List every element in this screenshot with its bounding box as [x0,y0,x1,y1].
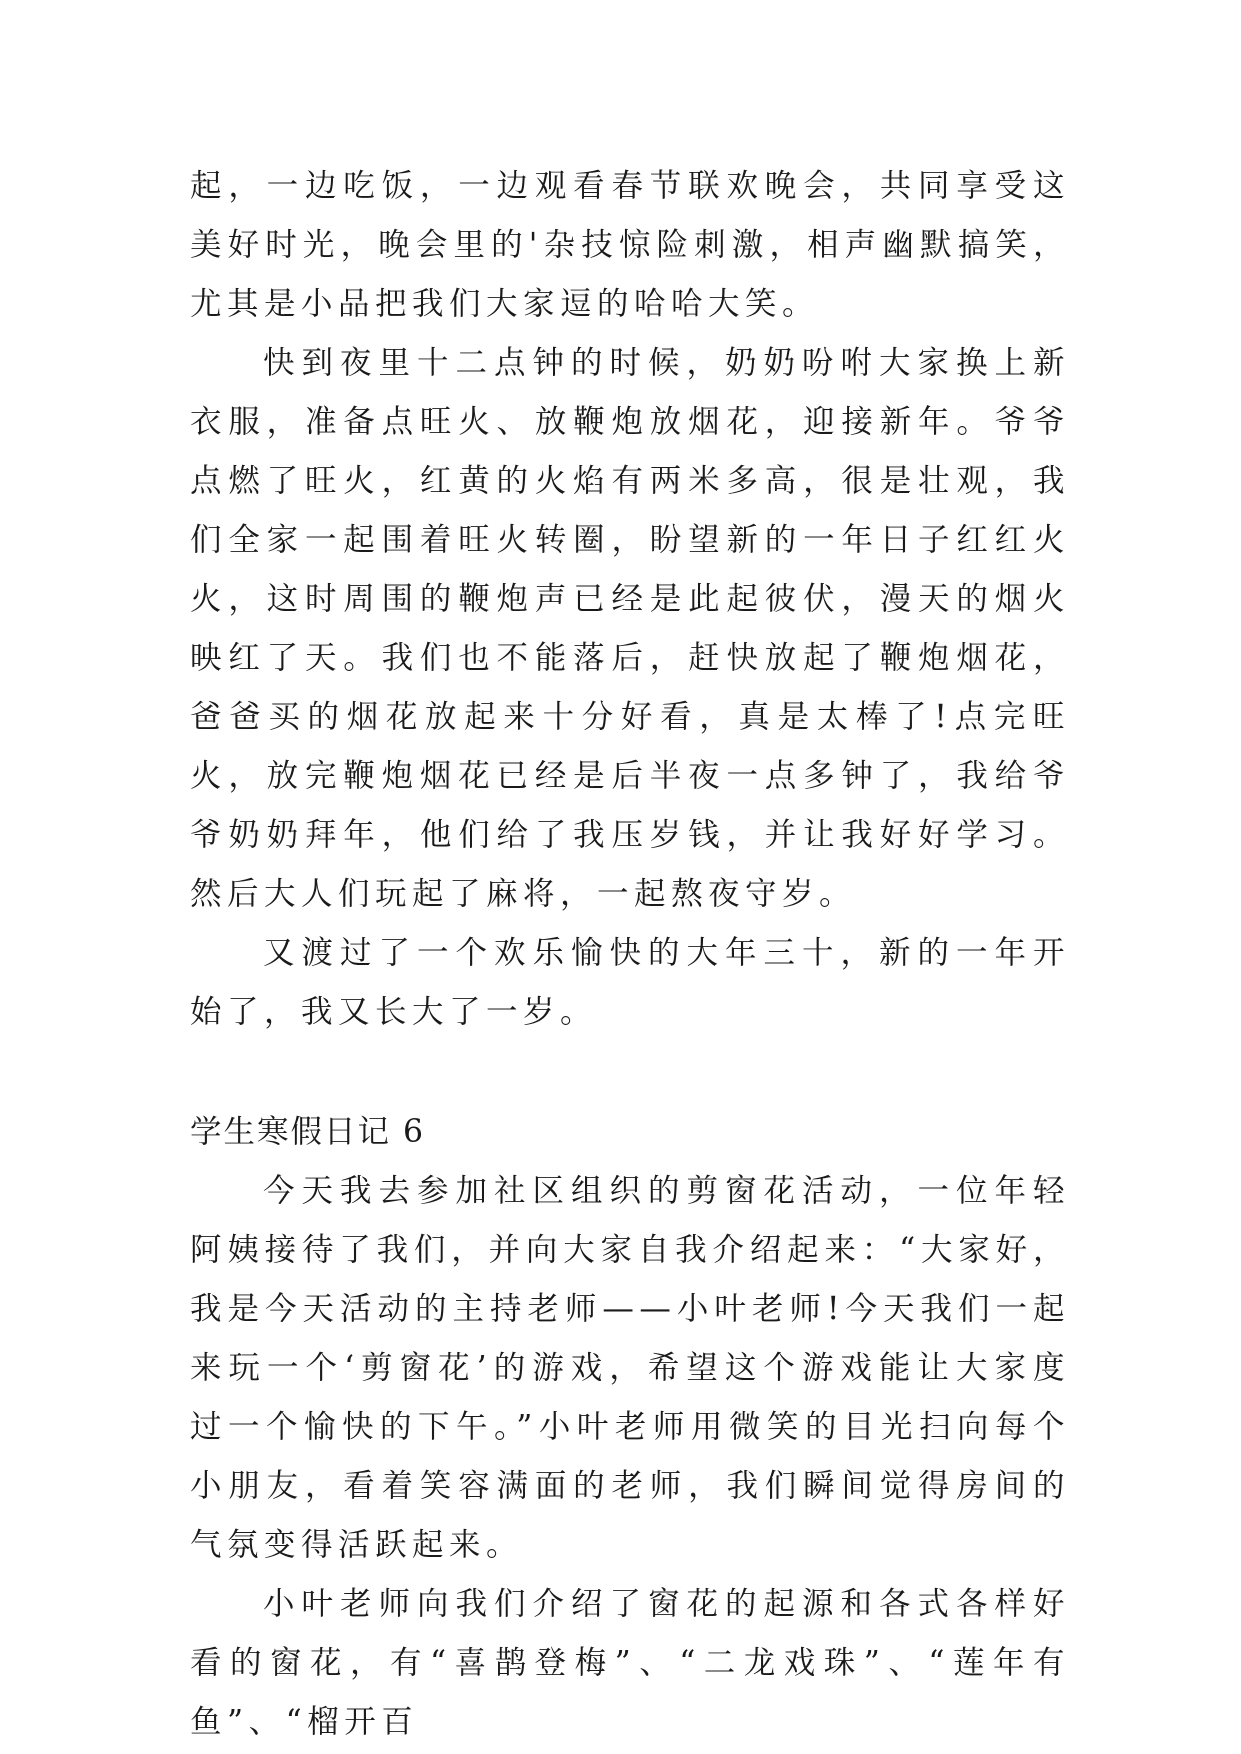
document-body [190,157,1070,1752]
paragraph-window-flowers: 小叶老师向我们介绍了窗花的起源和各式各样好看的窗花，有“喜鹊登梅”、“二龙戏珠”、“莲年有鱼”、“榴开百 [190,1586,1070,1740]
paragraph-paper-cutting: 今天我去参加社区组织的剪窗花活动，一位年轻阿姨接待了我们，并向大家自我介绍起来：“大家好，我是今天活动的主持老师——小叶老师!今天我们一起来玩一个‘剪窗花’的游戏，希望这个游戏能让大家度过一个愉快的下午。”小叶老师用微笑的目光扫向每个小朋友，看着笑容满面的老师，我们瞬间觉得房间的气氛变得活跃起来。 [190,1173,1070,1563]
paragraph-new-year-eve: 快到夜里十二点钟的时候，奶奶吩咐大家换上新衣服，准备点旺火、放鞭炮放烟花，迎接新年。爷爷点燃了旺火，红黄的火焰有两米多高，很是壮观，我们全家一起围着旺火转圈，盼望新的一年日子红红火火，这时周围的鞭炮声已经是此起彼伏，漫天的烟火映红了天。我们也不能落后，赶快放起了鞭炮烟花，爸爸买的烟花放起来十分好看，真是太棒了!点完旺火，放完鞭炮烟花已经是后半夜一点多钟了，我给爷爷奶奶拜年，他们给了我压岁钱，并让我好好学习。然后大人们玩起了麻将，一起熬夜守岁。 [190,345,1070,912]
paragraph-continued: 起，一边吃饭，一边观看春节联欢晚会，共同享受这美好时光，晚会里的'杂技惊险刺激，相声幽默搞笑，尤其是小品把我们大家逗的哈哈大笑。 [190,168,1070,322]
section-title: 学生寒假日记 6 [190,1114,426,1150]
section-gap [190,1042,1070,1103]
paragraph-closing: 又渡过了一个欢乐愉快的大年三十，新的一年开始了，我又长大了一岁。 [190,935,1070,1030]
